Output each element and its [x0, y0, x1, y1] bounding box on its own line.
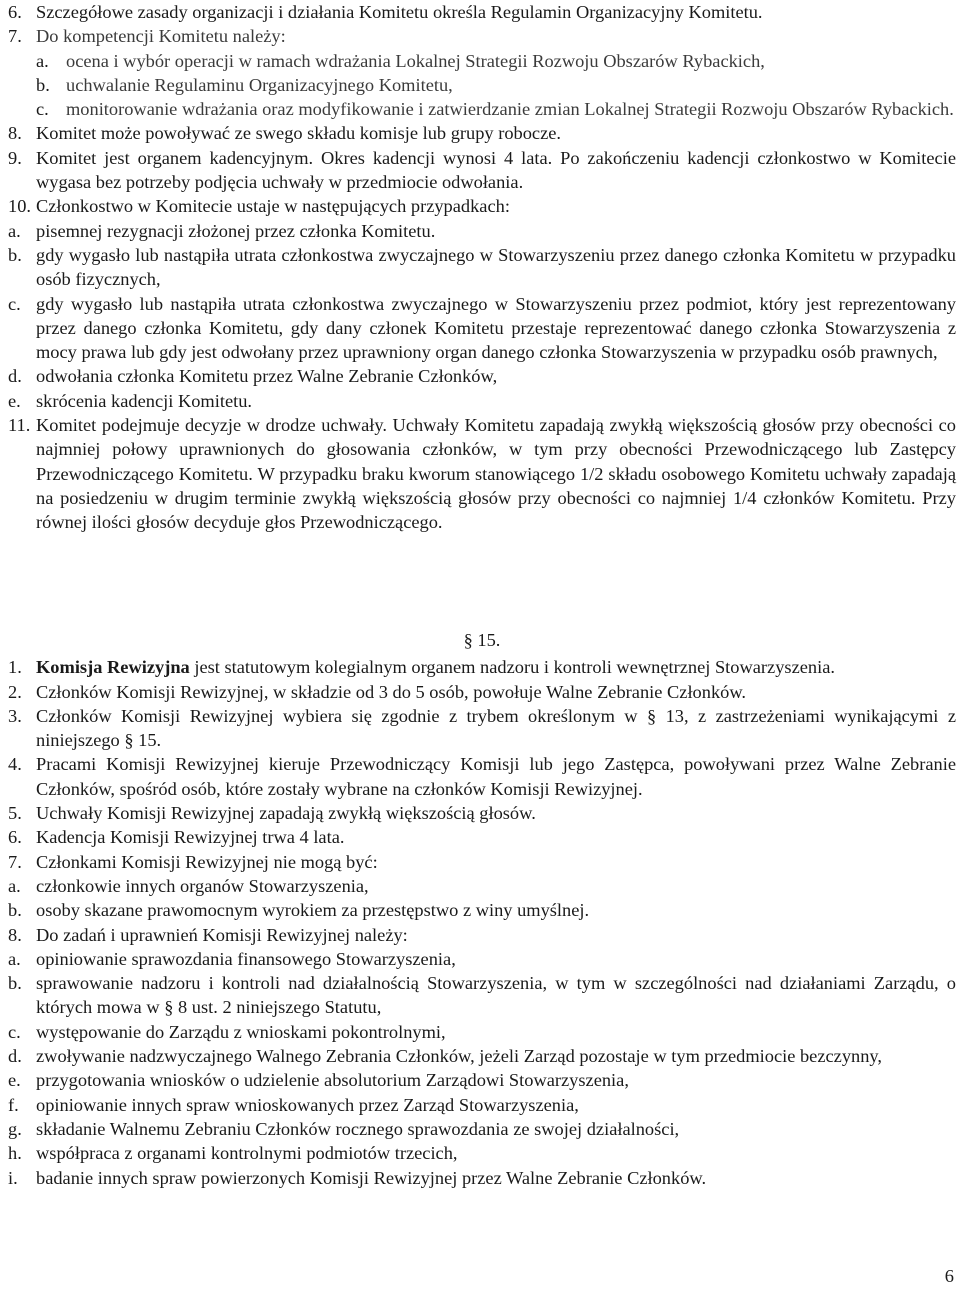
sub-letter: c.	[8, 1021, 21, 1042]
item-text: Członków Komisji Rewizyjnej wybiera się zgodnie z trybem określonym w § 13, z zastrzeżeniami wynikającymi z niniejszego § 15.	[36, 705, 956, 751]
sub-text: odwołania członka Komitetu przez Walne Zebranie Członków,	[36, 366, 498, 387]
item-text: Członkostwo w Komitecie ustaje w następujących przypadkach:	[36, 196, 510, 217]
sub-letter: i.	[8, 1167, 18, 1188]
sub-letter: c.	[8, 293, 21, 314]
sub-letter: g.	[8, 1118, 22, 1139]
list-item	[8, 194, 956, 218]
item-number: 6.	[8, 2, 22, 22]
item-text	[36, 655, 956, 679]
sub-letter: c.	[36, 99, 49, 120]
sub-item	[8, 874, 956, 898]
sub-item	[8, 898, 956, 922]
item-text: Komitet jest organem kadencyjnym. Okres kadencji wynosi 4 lata. Po zakończeniu kadencji członkostwo w Komitecie wygasa bez potrzeby podjęcia uchwały w przedmiocie odwołania.	[36, 147, 956, 193]
sub-text: zwoływanie nadzwyczajnego Walnego Zebrania Członków, jeżeli Zarząd pozostaje w tym przedmiocie bezczynny,	[36, 1046, 883, 1067]
sub-item	[36, 73, 956, 97]
sub-text: monitorowanie wdrażania oraz modyfikowanie i zatwierdzanie zmian Lokalnej Strategii Rozwoju Obszarów Rybackich.	[66, 99, 954, 120]
item-text: Pracami Komisji Rewizyjnej kieruje Przewodniczący Komisji lub jego Zastępca, powoływani przez Walne Zebranie Członków, spośród osób, które zostały wybrane na członków Komisji Rewizyjnej.	[36, 754, 956, 799]
list-item	[8, 801, 956, 825]
sub-letter: e.	[8, 390, 21, 411]
list-item	[8, 121, 956, 145]
list-item	[8, 24, 956, 48]
item-number: 8.	[8, 924, 22, 945]
item-text-rest: jest statutowym kolegialnym organem nadzoru i kontroli wewnętrznej Stowarzyszenia.	[189, 657, 835, 678]
sub-text: członkowie innych organów Stowarzyszenia,	[36, 875, 369, 896]
sub-text: osoby skazane prawomocnym wyrokiem za przestępstwo z winy umyślnej.	[36, 900, 590, 921]
sub-letter: a.	[8, 875, 21, 896]
sub-item	[8, 947, 956, 971]
list-item	[8, 680, 956, 704]
sub-text: skrócenia kadencji Komitetu.	[36, 390, 253, 411]
sub-letter: b.	[36, 74, 50, 95]
sub-item	[8, 219, 956, 243]
list-item	[8, 850, 956, 874]
item-number: 7.	[8, 851, 22, 872]
sub-text: gdy wygasło lub nastąpiła utrata członkostwa zwyczajnego w Stowarzyszeniu przez danego członka Komitetu w przypadku osób fizycznych,	[36, 244, 956, 290]
sub-text: składanie Walnemu Zebraniu Członków rocznego sprawozdania ze swojej działalności,	[36, 1118, 680, 1139]
item-text: Komitet może powoływać ze swego składu komisje lub grupy robocze.	[36, 123, 562, 144]
item-text: Do zadań i uprawnień Komisji Rewizyjnej należy:	[36, 924, 408, 945]
sub-item	[8, 1093, 956, 1117]
item-number: 1.	[8, 657, 22, 678]
item-text: Członków Komisji Rewizyjnej, w składzie od 3 do 5 osób, powołuje Walne Zebranie Członków.	[36, 681, 747, 702]
item-number: 2.	[8, 681, 22, 702]
item-text: Członkami Komisji Rewizyjnej nie mogą być:	[36, 851, 378, 872]
sub-text: opiniowanie sprawozdania finansowego Stowarzyszenia,	[36, 948, 456, 969]
sub-item	[36, 49, 956, 73]
list-item	[8, 413, 956, 534]
item-number: 6.	[8, 827, 22, 848]
item-number: 9.	[8, 147, 22, 168]
sub-item	[8, 971, 956, 1020]
sub-item	[8, 292, 956, 365]
sub-item	[8, 1141, 956, 1165]
item-number: 3.	[8, 705, 22, 726]
list-item	[8, 655, 956, 679]
sub-letter: b.	[8, 244, 22, 265]
sub-text: uchwalanie Regulaminu Organizacyjnego Komitetu,	[66, 74, 453, 95]
list-item	[8, 752, 956, 801]
item-number: 8.	[8, 123, 22, 144]
sub-item	[8, 1117, 956, 1141]
sub-text: współpraca z organami kontrolnymi podmiotów trzecich,	[36, 1143, 458, 1164]
list-item	[8, 704, 956, 753]
sub-letter: d.	[8, 1046, 22, 1067]
sub-letter: a.	[36, 50, 49, 71]
item-number: 4.	[8, 754, 22, 775]
sub-text: występowanie do Zarządu z wnioskami pokontrolnymi,	[36, 1021, 446, 1042]
sub-letter: b.	[8, 900, 22, 921]
sub-text: ocena i wybór operacji w ramach wdrażania Lokalnej Strategii Rozwoju Obszarów Rybackich,	[66, 50, 765, 71]
section-14-continued	[8, 0, 956, 535]
item-number: 5.	[8, 803, 22, 824]
item-number: 11.	[8, 415, 31, 436]
sub-item	[36, 97, 956, 121]
bold-term: Komisja Rewizyjna	[36, 657, 190, 678]
sub-text: sprawowanie nadzoru i kontroli nad działalnością Stowarzyszenia, w tym w szczególności nad działaniami Zarządu, o których mowa w § 8 ust. 2 niniejszego Statutu,	[36, 973, 956, 1018]
sub-text: opiniowanie innych spraw wnioskowanych przez Zarząd Stowarzyszenia,	[36, 1094, 579, 1115]
list-item	[8, 0, 956, 24]
sub-letter: b.	[8, 973, 22, 994]
sub-text: badanie innych spraw powierzonych Komisji Rewizyjnej przez Walne Zebranie Członków.	[36, 1167, 707, 1188]
item-text: Uchwały Komisji Rewizyjnej zapadają zwykłą większością głosów.	[36, 803, 536, 824]
sub-letter: f.	[8, 1094, 19, 1115]
section-heading: § 15.	[463, 630, 501, 650]
item-text: Komitet podejmuje decyzje w drodze uchwały. Uchwały Komitetu zapadają zwykłą większością głosów przy obecności co najmniej połowy uprawnionych do głosowania członków, w tym przy obecności Przewodniczącego lub Zastępcy Przewodniczącego Komitetu. W przypadku braku kworum stanowiącego 1/2 składu osobowego Komitetu uchwały zapadają na posiedzeniu w drugim terminie zwykłą większością głosów przy obecności co najmniej 1/4 członków Komitetu. Przy równej ilości głosów decyduje głos Przewodniczącego.	[36, 415, 956, 533]
sub-letter: d.	[8, 366, 22, 387]
sub-item	[8, 1044, 956, 1068]
list-item	[8, 825, 956, 849]
sub-letter: h.	[8, 1143, 22, 1164]
sub-item	[8, 364, 956, 388]
item-number: 7.	[8, 26, 22, 47]
sub-letter: e.	[8, 1070, 21, 1091]
item-text: Do kompetencji Komitetu należy:	[36, 26, 286, 47]
item-text: Kadencja Komisji Rewizyjnej trwa 4 lata.	[36, 827, 345, 848]
item-text: Szczegółowe zasady organizacji i działania Komitetu określa Regulamin Organizacyjny Komitetu.	[36, 2, 763, 22]
sub-item	[8, 1020, 956, 1044]
sub-letter: a.	[8, 948, 21, 969]
list-item	[8, 923, 956, 947]
sub-letter: a.	[8, 220, 21, 241]
sub-item	[8, 1166, 956, 1190]
sub-text: pisemnej rezygnacji złożonej przez członka Komitetu.	[36, 220, 436, 241]
sub-item	[8, 243, 956, 292]
section-15	[8, 628, 956, 1190]
page-number: 6	[944, 1266, 954, 1286]
item-number: 10.	[8, 196, 31, 217]
sub-text: gdy wygasło lub nastąpiła utrata członkostwa zwyczajnego w Stowarzyszeniu przez podmiot, który jest reprezentowany przez danego członka Komitetu, gdy dany członek Komitetu przestaje reprezentować danego członka Stowarzyszenia z mocy prawa lub gdy jest odwołany przez uprawniony organ danego członka Stowarzyszenia w przypadku osób prawnych,	[36, 293, 956, 363]
list-item	[8, 146, 956, 195]
sub-item	[8, 389, 956, 413]
sub-item	[8, 1068, 956, 1092]
sub-text: przygotowania wniosków o udzielenie absolutorium Zarządowi Stowarzyszenia,	[36, 1070, 629, 1091]
